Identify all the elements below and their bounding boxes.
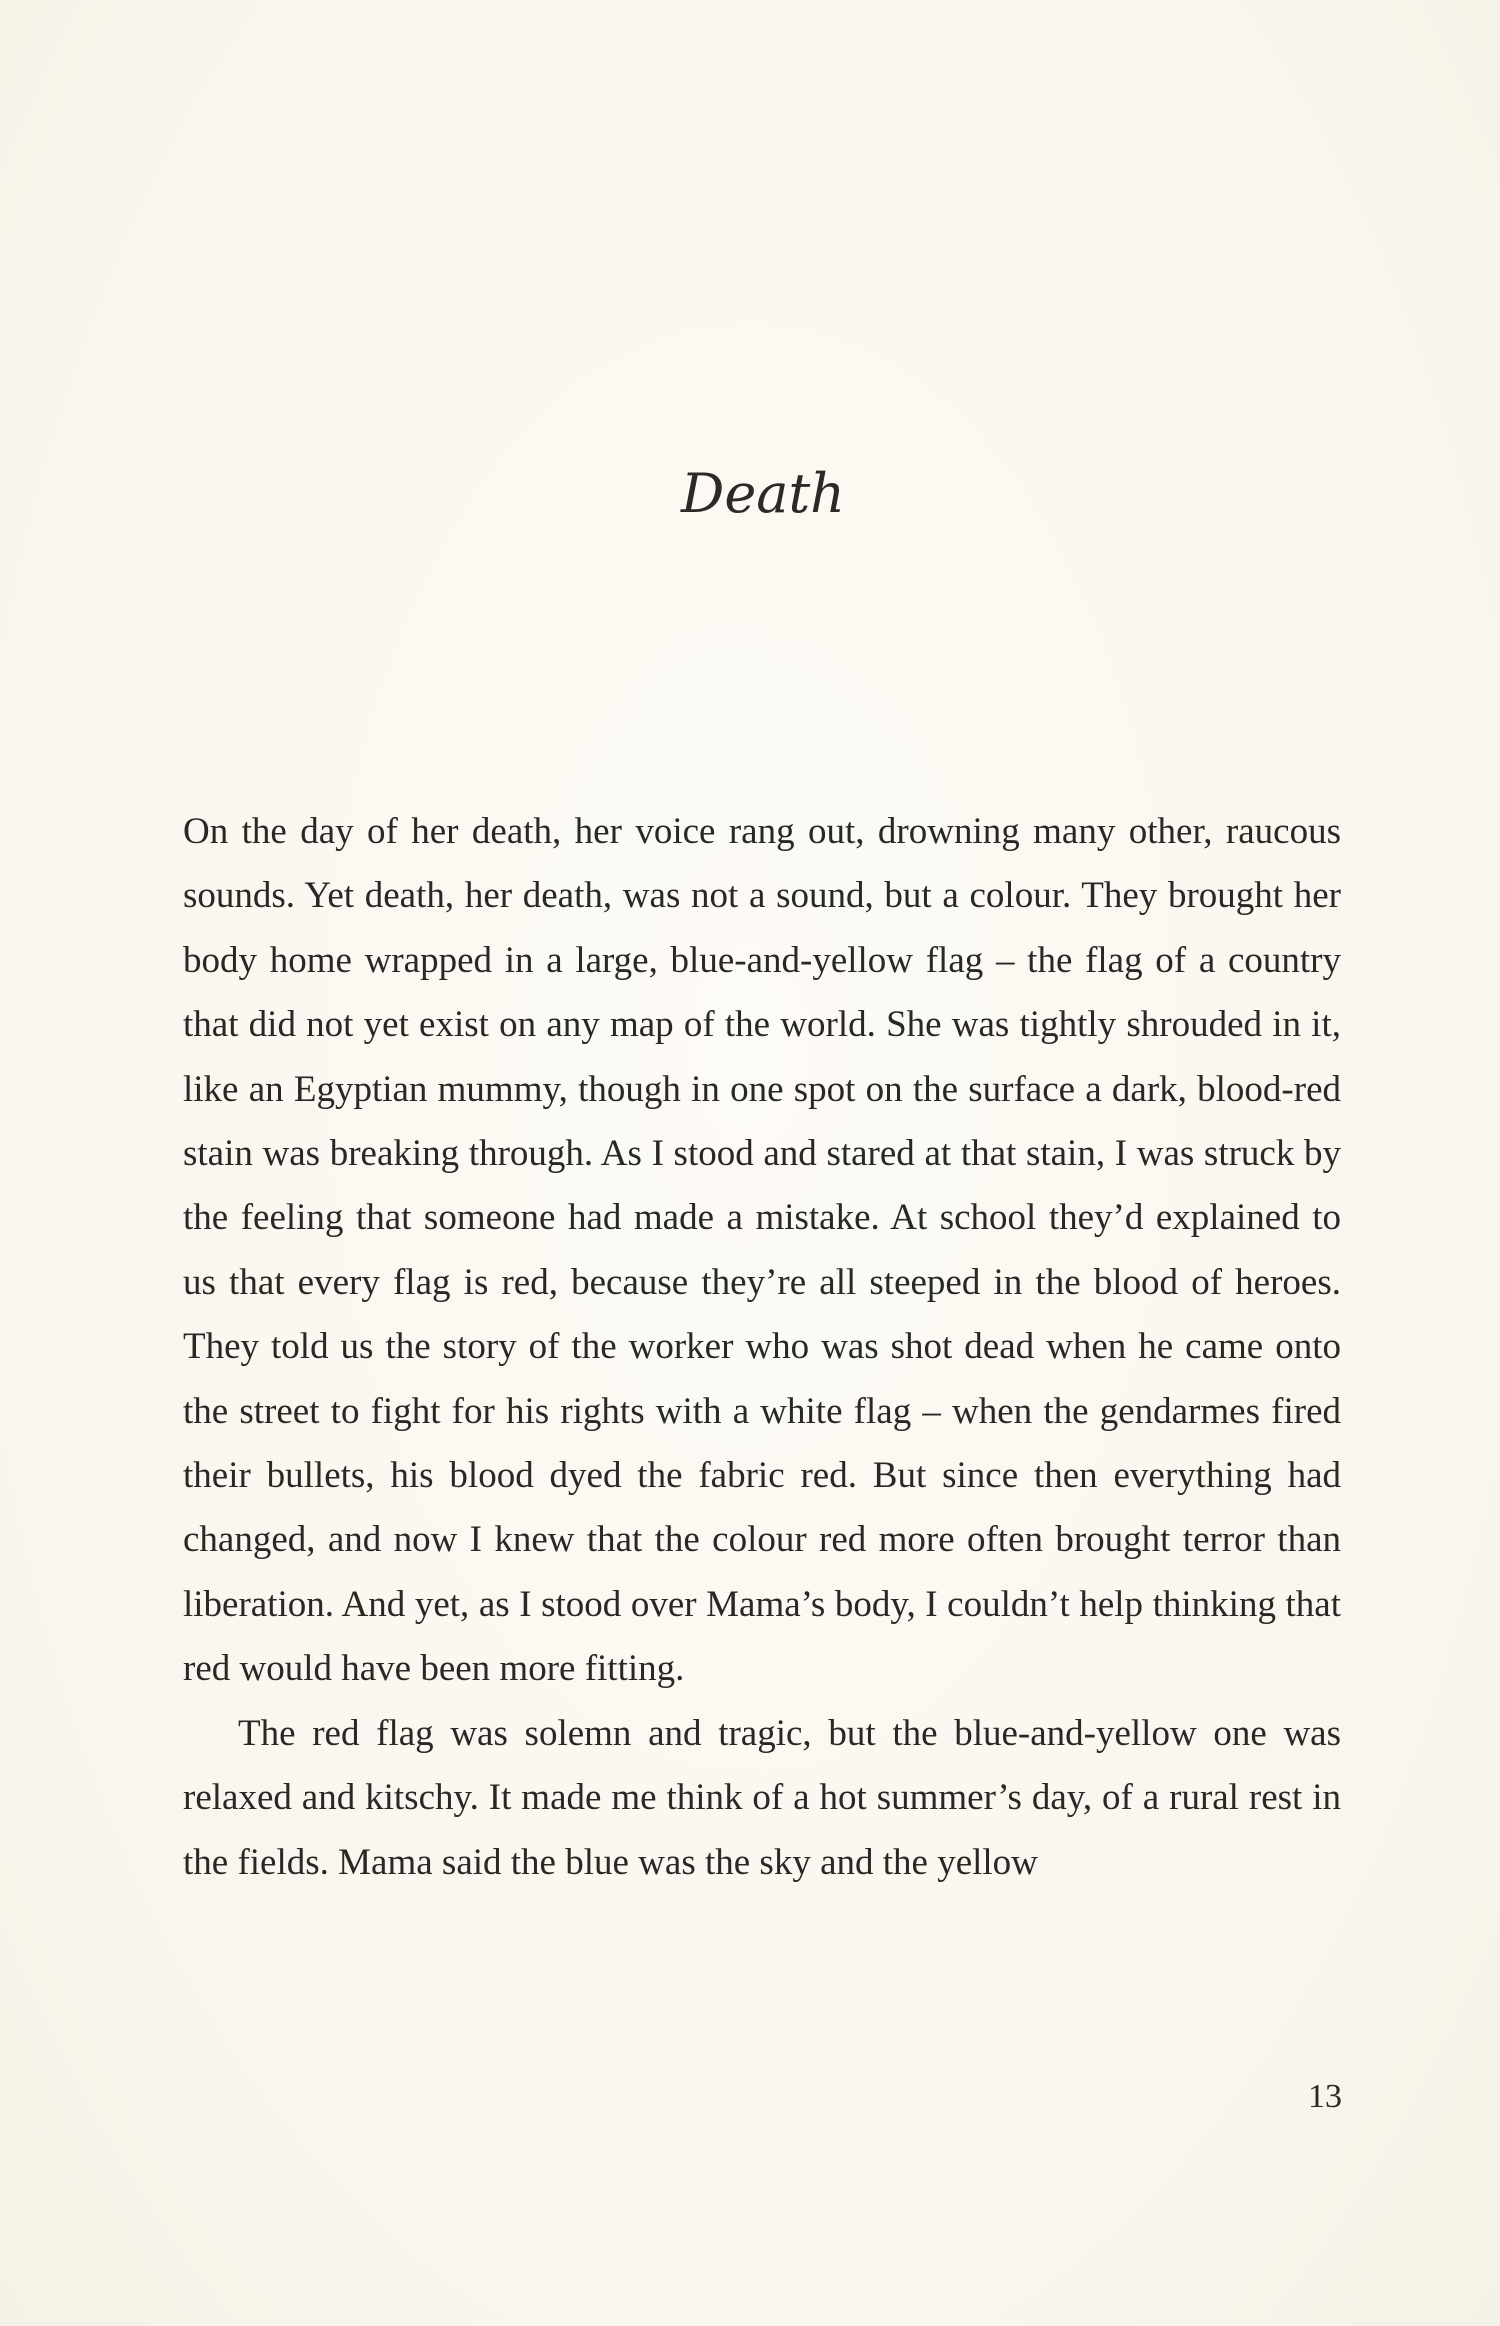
paragraph-2: The red flag was solemn and tragic, but the blue-and-yellow one was relaxed and kitschy. It made me think of a hot summer’s day, of a rural rest in the fields. Mama said the blue was the sky and the yellow: [183, 1712, 1341, 1883]
paragraph-1: On the day of her death, her voice rang out, drowning many other, raucous sounds. Yet death, her death, was not a sound, but a colour. They brought her body home wrapped in a large, blue-and-yellow flag – the flag of a country that did not yet exist on any map of the world. She was tightly shrouded in it, like an Egyptian mummy, though in one spot on the surface a dark, blood-red stain was breaking through. As I stood and stared at that stain, I was struck by the feeling that someone had made a mistake. At school they’d explained to us that every flag is red, because they’re all steeped in the blood of heroes. They told us the story of the worker who was shot dead when he came onto the street to fight for his rights with a white flag – when the gendarmes fired their bullets, his blood dyed the fabric red. But since then everything had changed, and now I knew that the colour red more often brought terror than liberation. And yet, as I stood over Mama’s body, I couldn’t help thinking that red would have been more fitting.: [183, 811, 1341, 1690]
body-text: [183, 800, 1341, 1895]
chapter-title: Death: [681, 462, 845, 525]
page-number: 13: [1308, 2078, 1342, 2115]
